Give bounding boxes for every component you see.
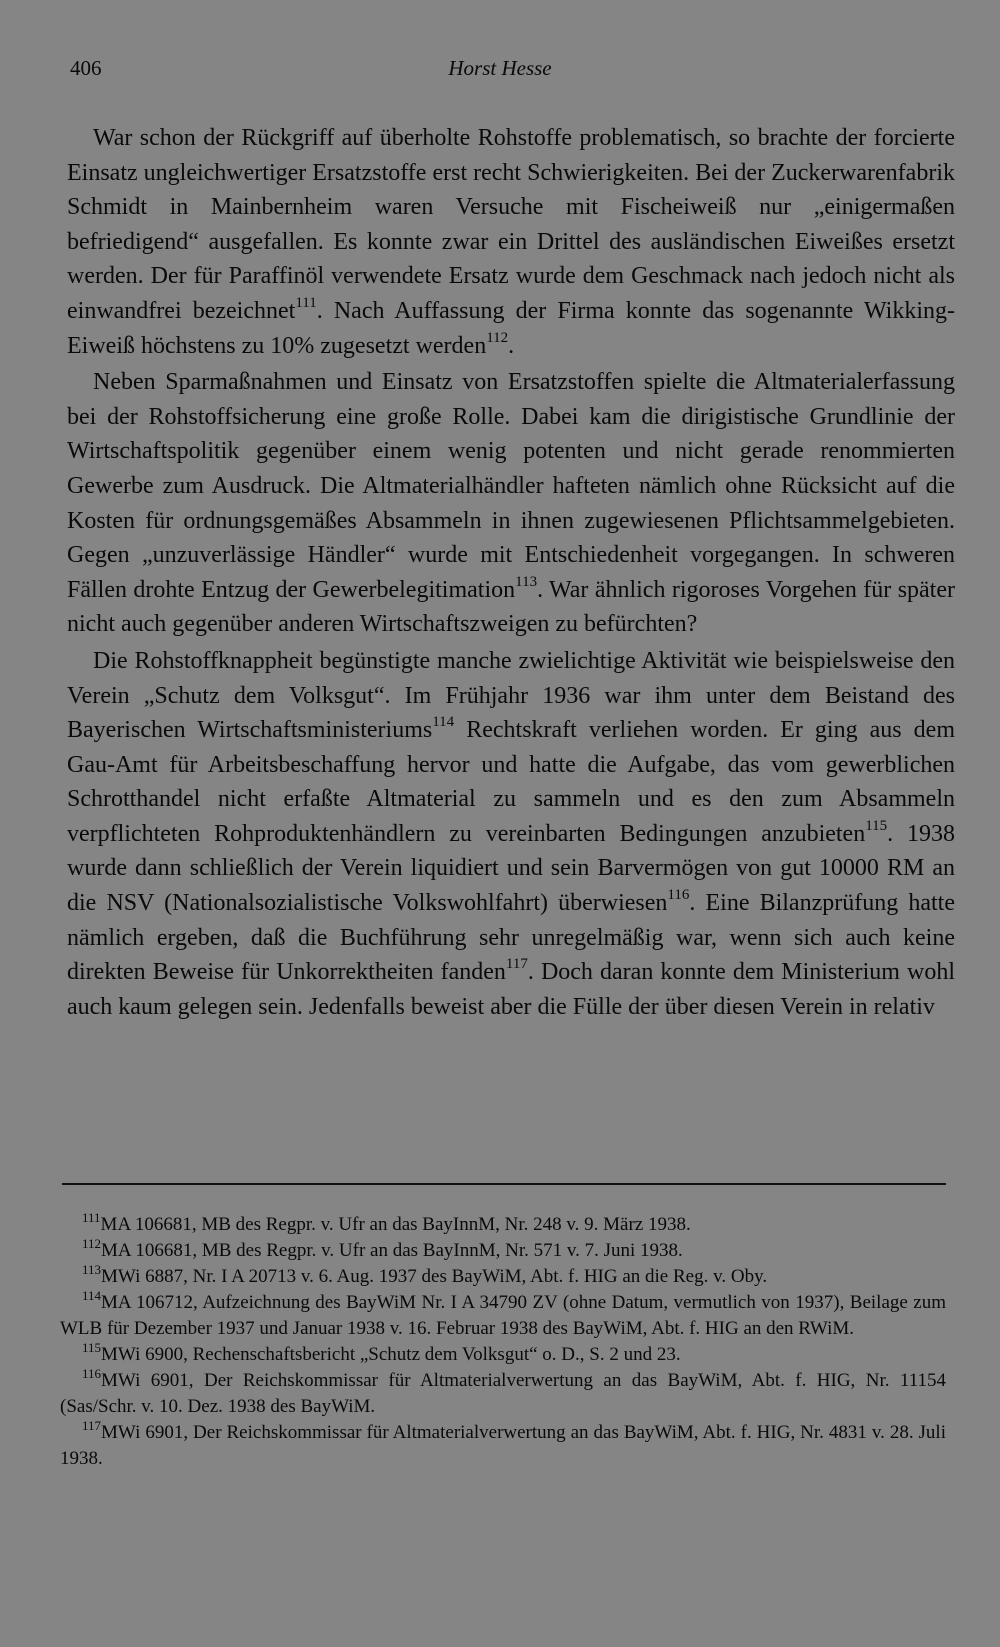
footnote-text: MA 106681, MB des Regpr. v. Ufr an das BayInnM, Nr. 571 v. 7. Juni 1938. — [101, 1240, 683, 1261]
text-segment: War schon der Rückgriff auf überholte Rohstoffe problematisch, so brachte der forcierte Einsatz ungleichwertiger Ersatzstoffe erst recht Schwierigkeiten. Bei der Zuckerwarenfabrik Schmidt in Mainbernheim waren Versuche mit Fischeiweiß nur „einigermaßen befriedigend“ ausgefallen. Es konnte zwar ein Drittel des ausländischen Eiweißes ersetzt werden. Der für Paraffinöl verwendete Ersatz wurde dem Geschmack nach jedoch nicht als einwandfrei bezeichnet — [67, 125, 955, 324]
footnote-number: 114 — [82, 1287, 102, 1303]
footnote-text: MWi 6901, Der Reichskommissar für Altmaterialverwertung an das BayWiM, Abt. f. HIG, Nr. 4831 v. 28. Juli 1938. — [60, 1422, 946, 1469]
text-segment: . — [508, 332, 515, 359]
footnote — [60, 1235, 946, 1264]
body-text — [67, 121, 955, 1024]
footnote-number: 117 — [82, 1417, 102, 1433]
footnote-text: MWi 6887, Nr. I A 20713 v. 6. Aug. 1937 des BayWiM, Abt. f. HIG an die Reg. v. Oby. — [101, 1266, 768, 1287]
footnote-text: MWi 6900, Rechenschaftsbericht „Schutz dem Volksgut“ o. D., S. 2 und 23. — [101, 1344, 681, 1365]
footnote-ref: 114 — [432, 714, 455, 731]
page-number: 406 — [70, 56, 102, 80]
footnote-separator — [62, 1183, 946, 1185]
text-segment: Die Rohstoffknappheit begünstigte manche zwielichtige Aktivität wie beispielsweise den Verein „Schutz dem Volksgut“. Im Frühjahr 1936 war ihm unter dem Beistand des Bayerischen Wirtschaftsministeriums — [67, 647, 955, 744]
text-segment: . Doch daran konnte dem Ministerium wohl auch kaum gelegen sein. Jedenfalls beweist aber die Fülle der über diesen Verein in relativ — [67, 959, 956, 1020]
text-segment: . War ähnlich rigoroses Vorgehen für später nicht auch gegenüber anderen Wirtschaftszweigen zu befürchten? — [67, 576, 955, 638]
footnote-ref: 116 — [667, 887, 690, 904]
footnote-ref: 115 — [865, 817, 888, 834]
footnote-text: MA 106681, MB des Regpr. v. Ufr an das BayInnM, Nr. 248 v. 9. März 1938. — [100, 1214, 691, 1235]
text-segment: Neben Sparmaßnahmen und Einsatz von Ersatzstoffen spielte die Altmaterialerfassung bei der Rohstoffsicherung eine große Rolle. Dabei kam die dirigistische Grundlinie der Wirtschaftspolitik gegenüber einem wenig potenten und nicht gerade renommierten Gewerbe zum Ausdruck. Die Altmaterialhändler hafteten nämlich ohne Rücksicht auf die Kosten für ordnungsgemäßes Absammeln in ihnen zugewiesenen Pflichtsammelgebieten. Gegen „unzuverlässige Händler“ wurde mit Entschiedenheit vorgegangen. In schweren Fällen drohte Entzug der Gewerbelegitimation — [67, 369, 955, 603]
footnote-ref: 113 — [515, 573, 538, 590]
footnote — [60, 1209, 946, 1238]
footnote — [60, 1417, 946, 1472]
footnotes — [60, 1209, 946, 1472]
paragraph — [67, 121, 955, 363]
text-segment: . 1938 wurde dann schließlich der Verein liquidiert und sein Barvermögen von gut 10000 RM an die NSV (Nationalsozialistische Volkswohlfahrt) überwiesen — [67, 820, 956, 917]
text-segment: . Nach Auffassung der Firma konnte das sogenannte Wikking-Eiweiß höchstens zu 10% zugesetzt werden — [67, 297, 955, 359]
paragraph — [67, 365, 955, 642]
footnote-ref: 117 — [505, 956, 528, 973]
footnote — [60, 1287, 946, 1342]
footnote-number: 115 — [82, 1339, 102, 1355]
footnote — [60, 1261, 946, 1290]
footnote — [60, 1365, 946, 1420]
footnote-number: 111 — [82, 1209, 101, 1225]
text-segment: Rechtskraft verliehen worden. Er ging aus dem Gau-Amt für Arbeitsbeschaffung hervor und hatte die Aufgabe, das vom gewerblichen Schrotthandel nicht erfaßte Altmaterial zu sammeln und es den zum Absammeln verpflichteten Rohproduktenhändlern zu vereinbarten Bedingungen anzubieten — [67, 717, 955, 847]
footnote-ref: 112 — [486, 329, 509, 346]
footnote-number: 112 — [82, 1235, 102, 1251]
text-segment: . Eine Bilanzprüfung hatte nämlich ergeben, daß die Buchführung sehr unregelmäßig war, wenn sich auch keine direkten Beweise für Unkorrektheiten fanden — [67, 890, 955, 986]
running-head: Horst Hesse — [448, 56, 552, 80]
paragraph — [67, 644, 955, 1025]
footnote-ref: 111 — [295, 294, 317, 311]
footnote-text: MWi 6901, Der Reichskommissar für Altmaterialverwertung an das BayWiM, Abt. f. HIG, Nr. 11154 (Sas/Schr. v. 10. Dez. 1938 des BayWiM. — [60, 1370, 946, 1417]
footnote-number: 116 — [82, 1365, 102, 1381]
footnote-text: MA 106712, Aufzeichnung des BayWiM Nr. I A 34790 ZV (ohne Datum, vermutlich von 1937), Beilage zum WLB für Dezember 1937 und Januar 1938 v. 16. Februar 1938 des BayWiM, Abt. f. HIG an den RWiM. — [60, 1292, 946, 1339]
footnote-number: 113 — [82, 1261, 102, 1277]
footnote — [60, 1339, 946, 1368]
